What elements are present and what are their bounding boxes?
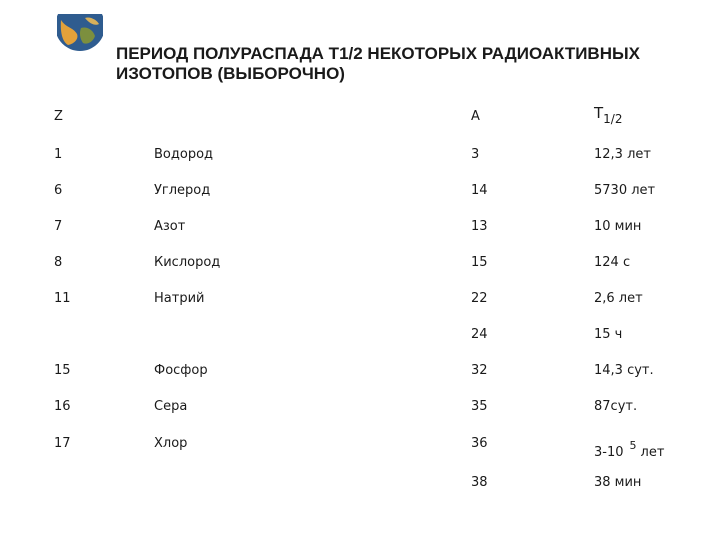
cell-a: 35	[471, 399, 488, 414]
header-half-life	[594, 105, 622, 127]
header-z: Z	[54, 109, 63, 124]
cell-a: 14	[471, 183, 488, 198]
header-a: A	[471, 109, 480, 124]
cell-half-life: 14,3 сут.	[594, 363, 654, 378]
page-title-line-2: ИЗОТОПОВ (ВЫБОРОЧНО)	[116, 64, 345, 83]
half-life-exponent: 5	[629, 439, 637, 452]
cell-z: 11	[54, 291, 71, 306]
cell-element: Углерод	[154, 183, 211, 198]
page-title-line-1: ПЕРИОД ПОЛУРАСПАДА Т1/2 НЕКОТОРЫХ РАДИОАКТИВНЫХ	[116, 44, 640, 63]
cell-half-life: 38 мин	[594, 475, 642, 490]
header-half-life-sub: 1/2	[603, 112, 623, 126]
cell-element: Натрий	[154, 291, 205, 306]
header-half-life-base: T	[594, 104, 604, 122]
cell-z: 17	[54, 436, 71, 451]
cell-element: Сера	[154, 399, 188, 414]
cell-a: 15	[471, 255, 488, 270]
cell-a: 32	[471, 363, 488, 378]
cell-half-life	[594, 438, 664, 461]
cell-element: Хлор	[154, 436, 188, 451]
cell-z: 8	[54, 255, 63, 270]
cell-half-life: 2,6 лет	[594, 291, 643, 306]
cell-element: Фосфор	[154, 363, 208, 378]
cell-z: 7	[54, 219, 63, 234]
cell-z: 16	[54, 399, 71, 414]
half-life-unit: лет	[640, 445, 665, 460]
cell-a: 24	[471, 327, 488, 342]
cell-half-life: 5730 лет	[594, 183, 656, 198]
cell-z: 1	[54, 147, 63, 162]
cell-z: 15	[54, 363, 71, 378]
cell-half-life: 124 с	[594, 255, 631, 270]
cell-element: Кислород	[154, 255, 221, 270]
page-title	[116, 44, 676, 84]
globe-icon	[57, 14, 103, 54]
cell-element: Водород	[154, 147, 214, 162]
cell-a: 38	[471, 475, 488, 490]
cell-a: 3	[471, 147, 480, 162]
cell-element: Азот	[154, 219, 186, 234]
cell-half-life: 10 мин	[594, 219, 642, 234]
half-life-base: 3-10	[594, 445, 624, 460]
cell-a: 13	[471, 219, 488, 234]
cell-half-life: 87сут.	[594, 399, 638, 414]
cell-a: 36	[471, 436, 488, 451]
cell-half-life: 12,3 лет	[594, 147, 651, 162]
cell-half-life: 15 ч	[594, 327, 623, 342]
cell-a: 22	[471, 291, 488, 306]
cell-z: 6	[54, 183, 63, 198]
